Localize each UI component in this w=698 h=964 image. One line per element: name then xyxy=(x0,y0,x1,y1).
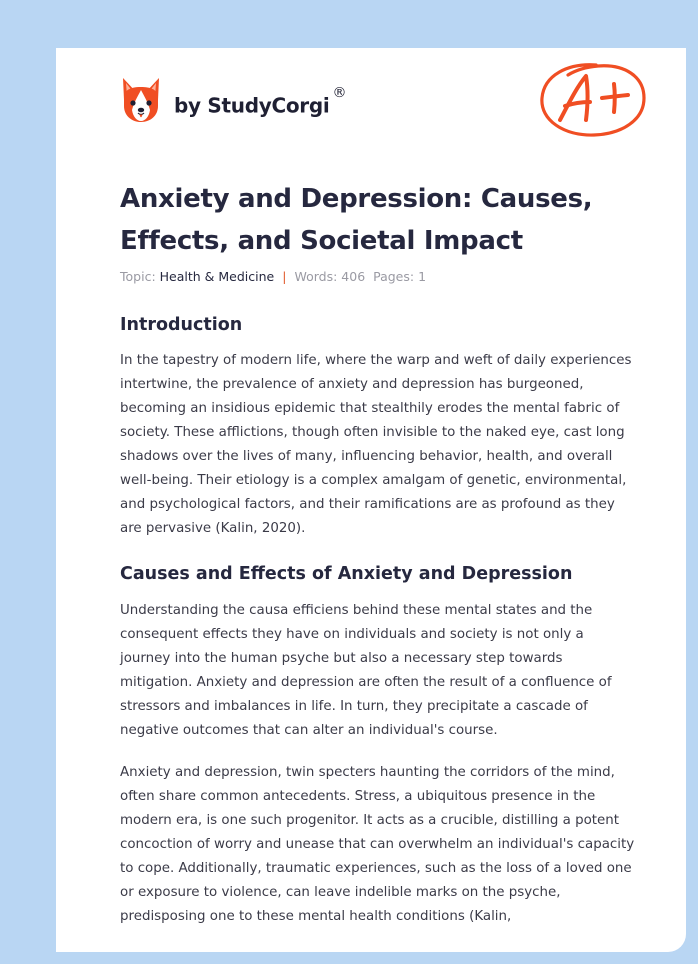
paragraph: In the tapestry of modern life, where the warp and weft of daily experiences intertwine, the prevalence of anxiety and depression has burgeoned, becoming an insidious epidemic that stealthily erodes the mental fabric of society. These afflictions, though often invisible to the naked eye, cast long shadows over the lives of many, influencing behavior, health, and overall well-being. Their etiology is a complex amalgam of genetic, environmental, and psychological factors, and their ramifications are as profound as they are pervasive (Kalin, 2020). xyxy=(120,353,632,536)
a-plus-grade-badge xyxy=(538,60,648,140)
section-heading: Introduction xyxy=(120,315,243,335)
topic-link[interactable]: Health & Medicine xyxy=(159,269,275,284)
essay-title: Anxiety and Depression: Causes, Effects, and Societal Impact xyxy=(120,184,593,256)
topic-label: Topic: xyxy=(120,269,156,284)
words-label: Words: xyxy=(294,269,338,284)
essay-body xyxy=(120,314,636,929)
words-value: 406 xyxy=(341,269,366,284)
section-heading: Causes and Effects of Anxiety and Depression xyxy=(120,564,573,584)
brand-header[interactable] xyxy=(120,76,346,124)
pages-value: 1 xyxy=(418,269,427,284)
registered-mark: ® xyxy=(332,84,347,101)
paragraph: Understanding the causa efficiens behind these mental states and the consequent effects they have on individuals and society is not only a journey into the human psyche but also a necessary step towards mitigation. Anxiety and depression are often the result of a confluence of stressors and imbalances in life. In turn, they precipitate a cascade of negative outcomes that can alter an individual's course. xyxy=(120,603,612,738)
essay-meta xyxy=(120,269,426,284)
corgi-logo-icon xyxy=(120,76,162,124)
brand-name-text: by StudyCorgi xyxy=(174,93,330,118)
brand-name xyxy=(174,84,347,118)
essay-page xyxy=(56,48,686,952)
meta-separator: | xyxy=(282,269,287,284)
pages-label: Pages: xyxy=(373,269,415,284)
paragraph: Anxiety and depression, twin specters haunting the corridors of the mind, often share common antecedents. Stress, a ubiquitous presence in the modern era, is one such progenitor. It acts as a crucible, distilling a potent concoction of worry and unease that can overwhelm an individual's capacity to cope. Additionally, traumatic experiences, such as the loss of a loved one or exposure to violence, can leave indelible marks on the psyche, predisposing one to these mental health conditions (Kalin, xyxy=(120,765,635,924)
